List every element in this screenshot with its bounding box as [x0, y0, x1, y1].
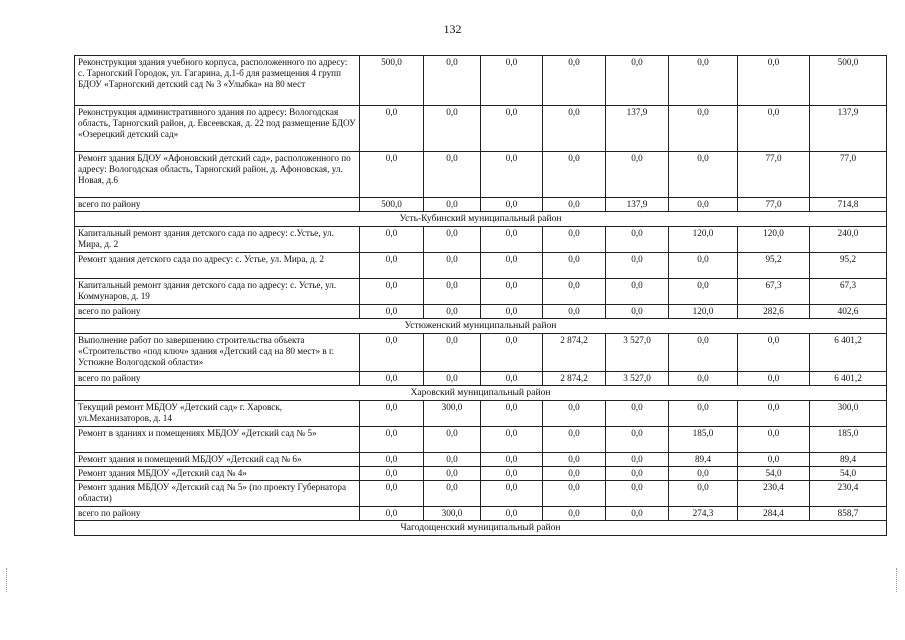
value-cell: 95,2 — [738, 253, 810, 279]
value-cell: 2 874,2 — [543, 372, 606, 386]
row-description: Ремонт здания БДОУ «Афоновский детский сад», расположенного по адресу: Вологодская область, Тарногский район, д. Афоновская, ул. Новая, д.6 — [75, 152, 360, 198]
value-cell: 0,0 — [606, 427, 669, 453]
value-cell: 0,0 — [543, 507, 606, 521]
value-cell: 6 401,2 — [810, 334, 887, 372]
value-cell: 0,0 — [738, 56, 810, 106]
value-cell: 0,0 — [669, 198, 738, 212]
value-cell: 0,0 — [424, 453, 481, 467]
value-cell: 0,0 — [424, 253, 481, 279]
value-cell: 0,0 — [481, 106, 543, 152]
value-cell: 0,0 — [606, 401, 669, 427]
value-cell: 0,0 — [481, 253, 543, 279]
value-cell: 0,0 — [481, 372, 543, 386]
value-cell: 77,0 — [810, 152, 887, 198]
value-cell: 0,0 — [606, 253, 669, 279]
value-cell: 0,0 — [424, 305, 481, 319]
row-description: всего по району — [75, 507, 360, 521]
value-cell: 0,0 — [738, 427, 810, 453]
value-cell: 0,0 — [606, 453, 669, 467]
row-description: Ремонт в зданиях и помещениях МБДОУ «Детский сад № 5» — [75, 427, 360, 453]
value-cell: 0,0 — [360, 427, 424, 453]
value-cell: 0,0 — [543, 481, 606, 507]
value-cell: 54,0 — [738, 467, 810, 481]
value-cell: 0,0 — [360, 507, 424, 521]
section-header-row — [75, 386, 887, 401]
section-title: Чагодощенский муниципальный район — [75, 521, 887, 536]
value-cell: 0,0 — [543, 467, 606, 481]
value-cell: 0,0 — [360, 481, 424, 507]
table-row — [75, 227, 887, 253]
value-cell: 0,0 — [360, 453, 424, 467]
value-cell: 240,0 — [810, 227, 887, 253]
value-cell: 0,0 — [669, 253, 738, 279]
value-cell: 67,3 — [810, 279, 887, 305]
table-row — [75, 467, 887, 481]
value-cell: 0,0 — [481, 198, 543, 212]
value-cell: 0,0 — [669, 106, 738, 152]
value-cell: 500,0 — [810, 56, 887, 106]
value-cell: 0,0 — [424, 106, 481, 152]
value-cell: 0,0 — [738, 106, 810, 152]
row-description: Капитальный ремонт здания детского сада по адресу: с. Устье, ул. Коммунаров, д. 19 — [75, 279, 360, 305]
value-cell: 67,3 — [738, 279, 810, 305]
value-cell: 0,0 — [606, 507, 669, 521]
row-description: всего по району — [75, 198, 360, 212]
value-cell: 0,0 — [424, 427, 481, 453]
value-cell: 3 527,0 — [606, 334, 669, 372]
value-cell: 0,0 — [424, 334, 481, 372]
value-cell: 0,0 — [669, 467, 738, 481]
value-cell: 0,0 — [424, 372, 481, 386]
value-cell: 0,0 — [360, 106, 424, 152]
value-cell: 0,0 — [606, 56, 669, 106]
value-cell: 0,0 — [669, 481, 738, 507]
value-cell: 0,0 — [481, 427, 543, 453]
value-cell: 0,0 — [360, 152, 424, 198]
value-cell: 0,0 — [738, 372, 810, 386]
value-cell: 0,0 — [424, 467, 481, 481]
value-cell: 284,4 — [738, 507, 810, 521]
value-cell: 120,0 — [669, 227, 738, 253]
row-description: Ремонт здания МБДОУ «Детский сад № 5» (по проекту Губернатора области) — [75, 481, 360, 507]
value-cell: 137,9 — [810, 106, 887, 152]
value-cell: 2 874,2 — [543, 334, 606, 372]
section-header-row — [75, 319, 887, 334]
value-cell: 0,0 — [669, 152, 738, 198]
value-cell: 0,0 — [481, 453, 543, 467]
page-number: 132 — [443, 22, 462, 36]
value-cell: 300,0 — [810, 401, 887, 427]
value-cell: 0,0 — [669, 56, 738, 106]
value-cell: 120,0 — [738, 227, 810, 253]
value-cell: 0,0 — [481, 334, 543, 372]
scan-edge-mark-left — [6, 568, 8, 592]
value-cell: 0,0 — [543, 227, 606, 253]
table-row — [75, 106, 887, 152]
row-description: Реконструкция здания учебного корпуса, расположенного по адресу: с. Тарногский Городок, ул. Гагарина, д.1-б для размещения 4 групп БДОУ «Тарногский детский сад № 3 «Улыбка» на 80 мест — [75, 56, 360, 106]
value-cell: 0,0 — [424, 198, 481, 212]
value-cell: 0,0 — [424, 56, 481, 106]
value-cell: 0,0 — [481, 467, 543, 481]
row-description: Текущий ремонт МБДОУ «Детский сад» г. Харовск, ул.Механизаторов, д. 14 — [75, 401, 360, 427]
value-cell: 0,0 — [481, 152, 543, 198]
section-header-row — [75, 212, 887, 227]
value-cell: 6 401,2 — [810, 372, 887, 386]
value-cell: 0,0 — [360, 372, 424, 386]
value-cell: 0,0 — [543, 152, 606, 198]
table-row — [75, 372, 887, 386]
table-row — [75, 427, 887, 453]
row-description: Ремонт здания детского сада по адресу: с. Устье, ул. Мира, д. 2 — [75, 253, 360, 279]
value-cell: 0,0 — [424, 152, 481, 198]
value-cell: 0,0 — [669, 334, 738, 372]
value-cell: 500,0 — [360, 56, 424, 106]
value-cell: 300,0 — [424, 401, 481, 427]
row-description: Реконструкция административного здания по адресу: Вологодская область, Тарногский район, д. Евсеевская, д. 22 под размещение БДОУ «Озерецкий детский сад» — [75, 106, 360, 152]
value-cell: 0,0 — [481, 401, 543, 427]
value-cell: 300,0 — [424, 507, 481, 521]
value-cell: 0,0 — [481, 507, 543, 521]
value-cell: 89,4 — [669, 453, 738, 467]
table-row — [75, 453, 887, 467]
value-cell: 0,0 — [481, 481, 543, 507]
value-cell: 0,0 — [543, 401, 606, 427]
value-cell: 3 527,0 — [606, 372, 669, 386]
value-cell: 0,0 — [669, 372, 738, 386]
table-row — [75, 305, 887, 319]
section-header-row — [75, 521, 887, 536]
value-cell: 714,8 — [810, 198, 887, 212]
section-title: Усть-Кубинский муниципальный район — [75, 212, 887, 227]
value-cell: 0,0 — [543, 453, 606, 467]
budget-table-container — [74, 55, 886, 536]
value-cell: 95,2 — [810, 253, 887, 279]
value-cell: 0,0 — [360, 401, 424, 427]
value-cell: 0,0 — [543, 279, 606, 305]
value-cell: 0,0 — [606, 467, 669, 481]
value-cell: 0,0 — [481, 56, 543, 106]
value-cell: 137,9 — [606, 106, 669, 152]
value-cell: 230,4 — [738, 481, 810, 507]
value-cell: 185,0 — [810, 427, 887, 453]
value-cell: 0,0 — [543, 253, 606, 279]
row-description: всего по району — [75, 305, 360, 319]
value-cell: 77,0 — [738, 198, 810, 212]
value-cell: 0,0 — [606, 305, 669, 319]
value-cell: 0,0 — [543, 305, 606, 319]
value-cell: 0,0 — [424, 227, 481, 253]
value-cell: 0,0 — [738, 401, 810, 427]
row-description: Выполнение работ по завершению строительства объекта «Строительство «под ключ» здания «Детский сад на 80 мест» в г. Устюжне Вологодской области» — [75, 334, 360, 372]
table-row — [75, 279, 887, 305]
value-cell: 0,0 — [424, 481, 481, 507]
value-cell: 54,0 — [810, 467, 887, 481]
value-cell: 0,0 — [669, 279, 738, 305]
value-cell: 0,0 — [360, 334, 424, 372]
value-cell: 274,3 — [669, 507, 738, 521]
row-description: Ремонт здания и помещений МБДОУ «Детский сад № 6» — [75, 453, 360, 467]
table-row — [75, 198, 887, 212]
table-row — [75, 401, 887, 427]
value-cell: 0,0 — [481, 227, 543, 253]
table-row — [75, 152, 887, 198]
value-cell: 0,0 — [360, 467, 424, 481]
value-cell: 0,0 — [543, 56, 606, 106]
value-cell: 0,0 — [738, 453, 810, 467]
section-title: Харовский муниципальный район — [75, 386, 887, 401]
scan-edge-mark-right — [896, 568, 898, 592]
value-cell: 0,0 — [606, 227, 669, 253]
row-description: Капитальный ремонт здания детского сада по адресу: с.Устье, ул. Мира, д. 2 — [75, 227, 360, 253]
row-description: всего по району — [75, 372, 360, 386]
value-cell: 0,0 — [606, 152, 669, 198]
value-cell: 137,9 — [606, 198, 669, 212]
value-cell: 0,0 — [543, 106, 606, 152]
value-cell: 0,0 — [360, 253, 424, 279]
budget-table — [74, 55, 887, 536]
table-row — [75, 507, 887, 521]
value-cell: 185,0 — [669, 427, 738, 453]
value-cell: 282,6 — [738, 305, 810, 319]
value-cell: 0,0 — [606, 481, 669, 507]
table-row — [75, 334, 887, 372]
value-cell: 0,0 — [360, 305, 424, 319]
value-cell: 120,0 — [669, 305, 738, 319]
value-cell: 0,0 — [424, 279, 481, 305]
value-cell: 0,0 — [543, 198, 606, 212]
value-cell: 0,0 — [481, 305, 543, 319]
value-cell: 500,0 — [360, 198, 424, 212]
value-cell: 402,6 — [810, 305, 887, 319]
table-row — [75, 481, 887, 507]
value-cell: 0,0 — [738, 334, 810, 372]
row-description: Ремонт здания МБДОУ «Детский сад № 4» — [75, 467, 360, 481]
table-body — [75, 56, 887, 536]
section-title: Устюженский муниципальный район — [75, 319, 887, 334]
table-row — [75, 253, 887, 279]
value-cell: 77,0 — [738, 152, 810, 198]
value-cell: 0,0 — [669, 401, 738, 427]
value-cell: 0,0 — [360, 279, 424, 305]
value-cell: 0,0 — [481, 279, 543, 305]
value-cell: 0,0 — [360, 227, 424, 253]
value-cell: 0,0 — [543, 427, 606, 453]
value-cell: 89,4 — [810, 453, 887, 467]
value-cell: 230,4 — [810, 481, 887, 507]
value-cell: 0,0 — [606, 279, 669, 305]
value-cell: 858,7 — [810, 507, 887, 521]
table-row — [75, 56, 887, 106]
